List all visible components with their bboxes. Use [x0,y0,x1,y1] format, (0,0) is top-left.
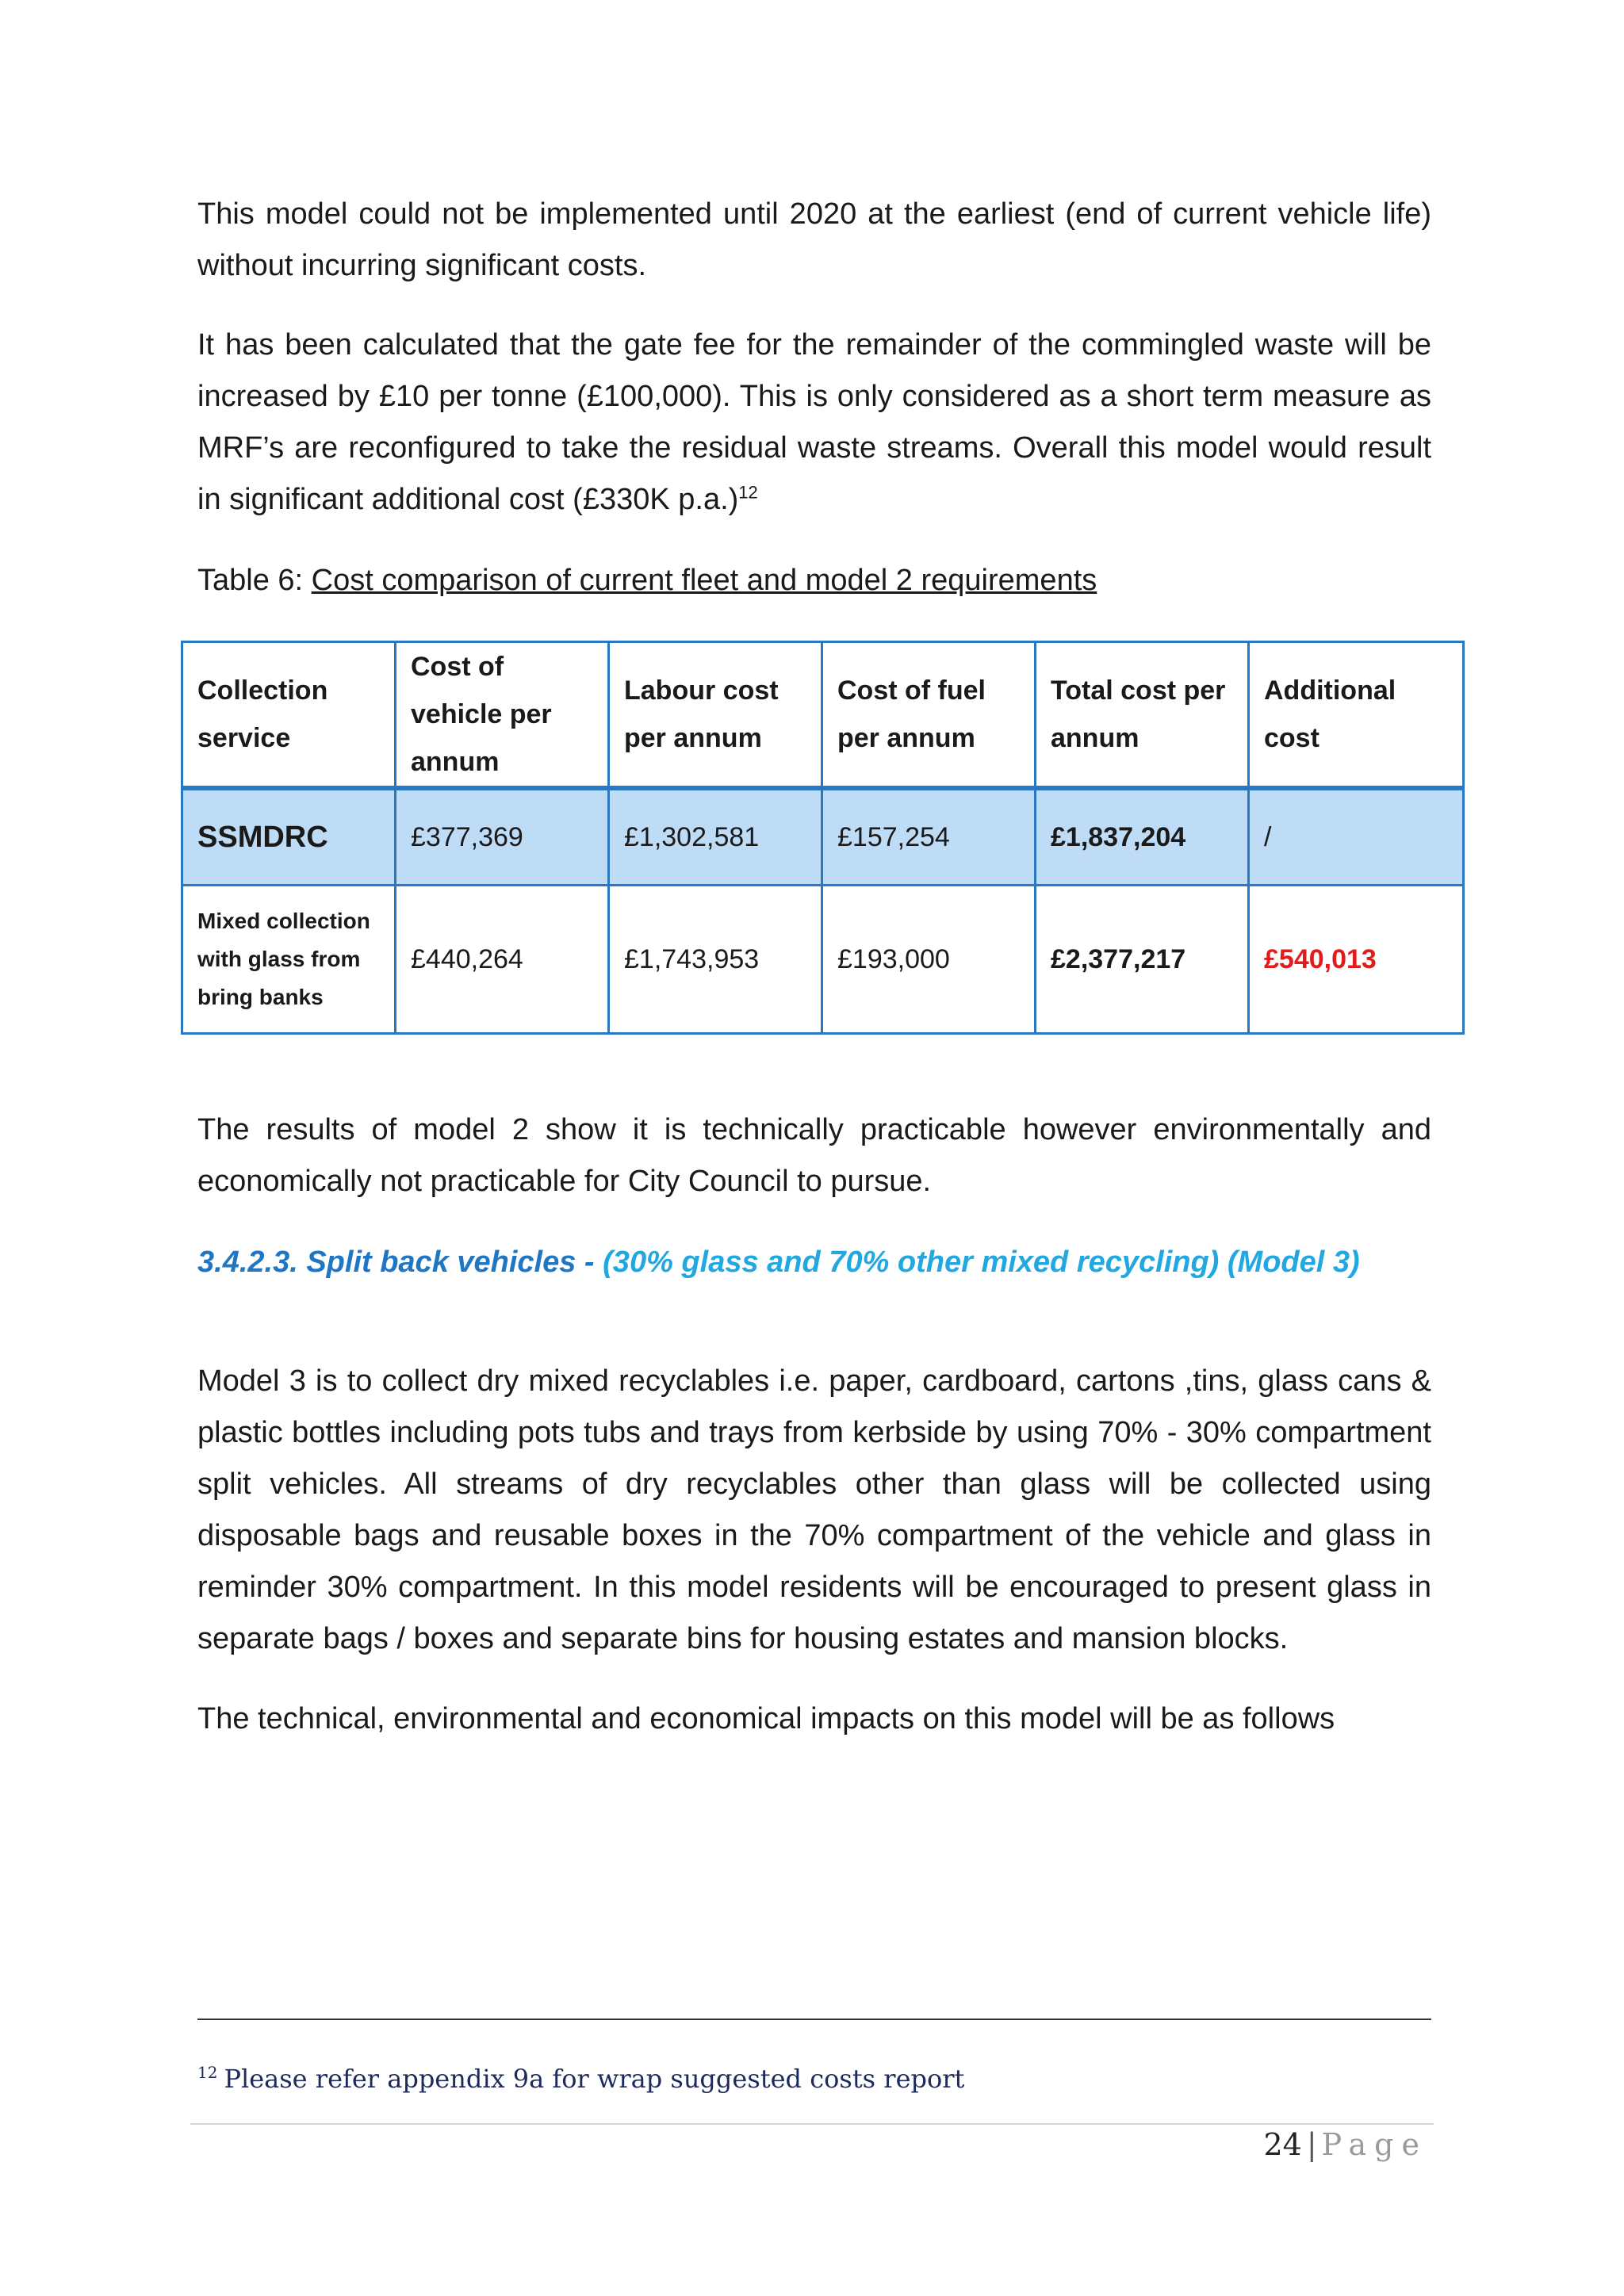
cell-vehicle-cost: £440,264 [396,886,609,1034]
paragraph-gate-fee [197,320,1431,526]
table-caption-title: Cost comparison of current fleet and model 2 requirements [311,564,1097,597]
paragraph-impacts-intro: The technical, environmental and economical impacts on this model will be as follows [197,1702,1335,1735]
section-heading-detail: (30% glass and 70% other mixed recycling) (Model 3) [603,1246,1360,1279]
cell-total-cost: £1,837,204 [1036,788,1249,886]
page-footer-divider [190,2123,1434,2125]
paragraph-model2-results: The results of model 2 show it is technically practicable however environmentally and economically not practicable for City Council to pursue. [197,1113,1431,1198]
cell-additional-cost: £540,013 [1249,886,1464,1034]
footnote-divider [197,2019,1431,2020]
cell-service: Mixed collection with glass from bring banks [182,886,396,1034]
table-row [182,788,1464,886]
page-label: Page [1321,2127,1427,2162]
header-collection-service: Collection service [182,642,396,789]
cell-labour-cost: £1,302,581 [609,788,822,886]
cell-total-cost: £2,377,217 [1036,886,1249,1034]
footnote-text: Please refer appendix 9a for wrap suggested costs report [224,2064,965,2094]
header-additional-cost: Additional cost [1249,642,1464,789]
paragraph-model2-timing: This model could not be implemented until 2020 at the earliest (end of current vehicle life) without incurring significant costs. [197,197,1431,282]
footnote [197,2064,964,2094]
header-total-cost: Total cost per annum [1036,642,1249,789]
cell-labour-cost: £1,743,953 [609,886,822,1034]
page-number-value: 24 [1263,2127,1302,2162]
section-heading-number: 3.4.2.3. Split back vehicles - [197,1246,603,1279]
table-row [182,886,1464,1034]
cell-vehicle-cost: £377,369 [396,788,609,886]
paragraph-model3-description: Model 3 is to collect dry mixed recyclables i.e. paper, cardboard, cartons ,tins, glass cans & plastic bottles including pots tubs and trays from kerbside by using 70% - 30% compartment split vehicles. All streams of dry recyclables other than glass will be collected using disposable bags and reusable boxes in the 70% compartment of the vehicle and glass in reminder 30% compartment. In this model residents will be encouraged to present glass in separate bags / boxes and separate bins for housing estates and mansion blocks. [197,1364,1431,1655]
cell-additional-cost: / [1249,788,1464,886]
table-caption [197,555,1097,607]
footnote-ref[interactable]: 12 [738,482,758,503]
page-number [1263,2127,1427,2162]
header-vehicle-cost: Cost of vehicle per annum [396,642,609,789]
header-fuel-cost: Cost of fuel per annum [822,642,1036,789]
gate-fee-text: It has been calculated that the gate fee for the remainder of the commingled waste will be increased by £10 per tonne (£100,000). This is only considered as a short term measure as MRF’s are reconfigured to take the residual waste streams. Overall this model would result in significant additional cost (£330K p.a.) [197,328,1431,516]
header-labour-cost: Labour cost per annum [609,642,822,789]
table-caption-prefix: Table 6: [197,564,312,597]
table-header-row [182,642,1464,789]
cost-comparison-table [181,641,1465,1035]
page-number-separator: | [1306,2127,1317,2162]
cell-service: SSMDRC [182,788,396,886]
cell-fuel-cost: £157,254 [822,788,1036,886]
section-heading [197,1237,1360,1288]
footnote-number: 12 [197,2063,218,2083]
cell-fuel-cost: £193,000 [822,886,1036,1034]
